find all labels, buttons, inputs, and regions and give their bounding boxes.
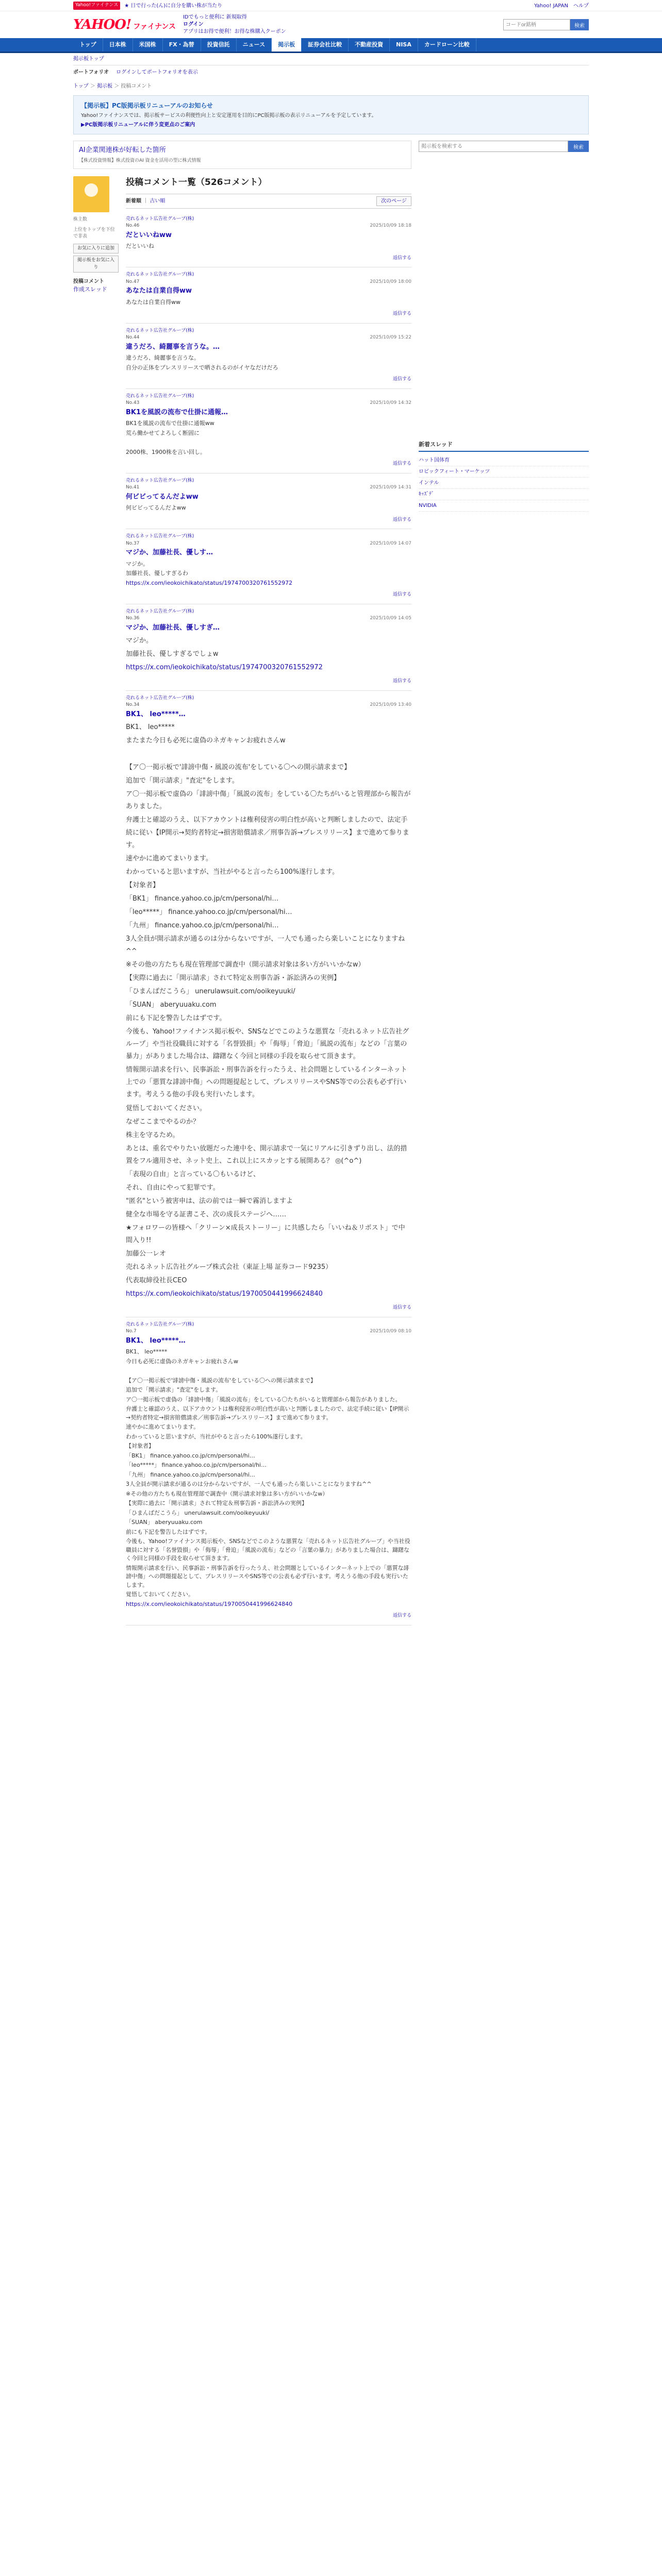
- reply-link[interactable]: 返信する: [392, 592, 411, 597]
- post-head: [126, 279, 411, 286]
- post-footer: [126, 591, 411, 599]
- post-date: 2025/10/09 14:05: [370, 616, 411, 621]
- sort-oldest[interactable]: 古い順: [150, 198, 166, 204]
- header-search-area: [503, 19, 589, 30]
- post-footer: [126, 1304, 411, 1312]
- post-body: [126, 504, 411, 513]
- post-item: [126, 212, 411, 268]
- add-favorite-button[interactable]: お気に入りに追加: [73, 244, 119, 254]
- post-line: [126, 748, 411, 760]
- portfolio-login-link[interactable]: ログインしてポートフォリオを表示: [116, 70, 198, 75]
- yahoo-japan-link[interactable]: Yahoo! JAPAN: [534, 3, 568, 9]
- post-date: 2025/10/09 08:10: [370, 1329, 411, 1334]
- post-stock-link[interactable]: 売れるネット広告社グループ(株): [126, 1321, 194, 1327]
- post-title[interactable]: BK1、 leo*****…: [126, 1336, 186, 1345]
- post-line: 覚悟しておいてください。: [126, 1104, 207, 1112]
- post-item: [126, 604, 411, 691]
- new-thread-item[interactable]: ハット国体育: [419, 455, 589, 466]
- post-line: 弁護士と確認のうえ、以下アカウントは権利侵害の明白性が高いと判断しましたので、法定手続に従い【IP開示→契約者特定→損害賠償請求／刑事告訴→プレスリリース】まで進めて参ります。: [126, 816, 409, 849]
- post-line: それ、自由にやって犯罪です。: [126, 1183, 220, 1192]
- new-threads: [419, 440, 589, 512]
- post-item: [126, 691, 411, 1317]
- post-line: 情報開示請求を行い、民事訴訟・刑事告訴を行ったうえ、社会問題としているインターネット上での「悪質な誹謗中傷」への問題提起として、プレスリリースやSNS等での公表も必ず行います。考えうる他の手段も実行いたします。: [126, 1564, 409, 1588]
- board: [73, 176, 411, 1625]
- nav-item-9[interactable]: NISA: [390, 38, 418, 52]
- post-line: ア〇一掲示板で虚偽の「誹謗中傷」「風説の流布」をしている〇たちがいると管理部から報告がありました。: [126, 790, 411, 811]
- post-list: [126, 212, 411, 1625]
- post-item: [126, 473, 411, 530]
- nav-item-10[interactable]: カードローン比較: [418, 38, 476, 52]
- post-head: [126, 223, 411, 230]
- post-line: 何ビビってるんだよww: [126, 504, 186, 511]
- post-line: 加藤社長、優しすぎるでしょw: [126, 650, 219, 658]
- post-stock-link[interactable]: 売れるネット広告社グループ(株): [126, 272, 194, 277]
- post-line: 今日も必死に虚偽のネガキャンお疲れさんw: [126, 1358, 238, 1365]
- post-stock-link[interactable]: 売れるネット広告社グループ(株): [126, 608, 194, 614]
- post-line: 「SUAN」 aberyuuaku.com: [126, 1519, 203, 1526]
- post-line: 【ア〇一掲示板で'誹謗中傷・風説の流布'をしている〇への開示請求まで】: [126, 764, 351, 772]
- post-line: [126, 438, 411, 447]
- post-footer: [126, 255, 411, 262]
- breadcrumb: トップ ＞ 掲示板 ＞ 投稿コメント: [73, 83, 152, 89]
- post-item: [126, 267, 411, 324]
- post-body: [126, 354, 411, 372]
- post-body: [126, 635, 411, 674]
- post-title[interactable]: 違うだろ、綺麗事を言うな。…: [126, 343, 220, 351]
- post-number: No.41: [126, 485, 140, 490]
- stock-search-input[interactable]: [503, 19, 570, 30]
- login-area: [183, 14, 286, 36]
- post-footer: [126, 678, 411, 685]
- side-search: [419, 141, 589, 152]
- posted-comments-label: 投稿コメント: [73, 279, 104, 284]
- post-line: 今後も、Yahoo!ファイナンス掲示板や、SNSなどでこのような悪質な「売れるネット広告社グループ」や当社役職員に対する「名誉毀損」や「侮辱」「脅迫」「風説の流布」などの「言葉の暴力」がありました場合は、躊躇なく今回と同様の手段を取らせて頂きます。: [126, 1028, 409, 1061]
- main-column: [73, 141, 411, 1625]
- post-number: No.43: [126, 400, 140, 405]
- post-line: ★フォロワーの皆様へ「クリーン×成長ストーリー」に共感したら「いいね＆リポスト」で中間入り!!: [126, 1224, 405, 1244]
- post-date: 2025/10/09 14:31: [370, 485, 411, 490]
- post-item: [126, 1317, 411, 1625]
- new-thread-item[interactable]: ｷｯｽﾞﾃﾞ: [419, 489, 589, 500]
- post-line: ア〇一掲示板で虚偽の「誹謗中傷」「風説の流布」をしている〇たちがいると管理部から報告がありました。: [126, 1396, 401, 1403]
- post-line: 違うだろ、綺麗事を言うな。: [126, 354, 200, 361]
- renewal-notice: [73, 95, 589, 134]
- reply-link[interactable]: 返信する: [392, 1613, 411, 1619]
- post-number: No.47: [126, 279, 140, 284]
- post-line: 【対象者】: [126, 1443, 154, 1450]
- header-search: [503, 19, 589, 30]
- post-title[interactable]: だといいねww: [126, 231, 172, 239]
- nav-item-4[interactable]: 投資信託: [201, 38, 237, 52]
- post-line: 荒ら働かせてよろしく断固に: [126, 429, 200, 436]
- post-line: BK1、 leo*****: [126, 1348, 168, 1355]
- notice-title: 【掲示板】PC版掲示板リニューアルのお知らせ: [81, 102, 213, 109]
- nav-item-6[interactable]: 掲示板: [272, 38, 302, 52]
- stock-image: [73, 176, 109, 212]
- post-date: 2025/10/09 13:40: [370, 702, 411, 708]
- post-line: ※その他の方たちも現在管理部で調査中（開示請求対象は多い方がいいかなw）: [126, 960, 365, 969]
- new-threads-title: 新着スレッド: [419, 440, 589, 452]
- post-date: 2025/10/09 14:07: [370, 540, 411, 546]
- post-line: 健全な市場を守る証書こそ、次の成長ステージへ……: [126, 1210, 287, 1218]
- post-line: 前にも下記を警告したはずです。: [126, 1528, 211, 1535]
- post-url-link[interactable]: https://x.com/ieokoichikato/status/1974700320761552972: [126, 664, 323, 672]
- post-line: 今後も、Yahoo!ファイナンス掲示板や、SNSなどでこのような悪質な「売れるネット広告社グループ」や当社役職員に対する「名誉毀損」や「侮辱」「脅迫」「風説の流布」などの「言葉の暴力」がありました場合は、躊躇なく今回と同様の手段を取らせて頂きます。: [126, 1538, 410, 1562]
- post-line: 速やかに進めてまいります。: [126, 854, 212, 862]
- sort-newest[interactable]: 新着順: [126, 198, 141, 204]
- post-line: 「leo*****」 finance.yahoo.co.jp/cm/personal/hi…: [126, 908, 292, 916]
- post-title[interactable]: BK1を風説の流布で仕掛に通報…: [126, 408, 228, 416]
- post-line: 「九州」 finance.yahoo.co.jp/cm/personal/hi…: [126, 1471, 255, 1478]
- post-head: [126, 484, 411, 492]
- post-line: 自分の正体をプレスリリースで晒されるのがイヤなだけだろ: [126, 364, 278, 371]
- post-line: 2000株、1900株を言い回し。: [126, 448, 206, 455]
- post-line: 追加で「開示請求」"査定"をします。: [126, 777, 239, 785]
- post-line: 弁護士と確認のうえ、以下アカウントは権利侵害の明白性が高いと判断しましたので、法定手続に従い【IP開示→契約者特定→損害賠償請求／刑事告訴→プレスリリース】まで進めて参ります。: [126, 1405, 409, 1421]
- post-stock-link[interactable]: 売れるネット広告社グループ(株): [126, 328, 194, 333]
- post-stock-link[interactable]: 売れるネット広告社グループ(株): [126, 534, 194, 539]
- post-line: 代表取締役社長CEO: [126, 1277, 187, 1285]
- ad-box[interactable]: [73, 141, 411, 169]
- post-line: 速やかに進めてまいります。: [126, 1423, 200, 1431]
- post-body: [126, 721, 411, 1300]
- post-line: 「BK1」 finance.yahoo.co.jp/cm/personal/hi…: [126, 894, 279, 903]
- new-thread-item[interactable]: NVIDIA: [419, 500, 589, 512]
- board-search-button[interactable]: 検索: [568, 141, 589, 152]
- post-date: 2025/10/09 18:00: [370, 279, 411, 284]
- id-register-link[interactable]: IDでもっと便利に 新規取得: [183, 14, 247, 20]
- post-head: [126, 615, 411, 622]
- post-line: あとは、重名でやりたい放題だった連中を、開示請求で一気にリアルに引きずり出し、法的措置をフル適用させ、ネット史上、これ以上にスカッとする展開ある？ ◎(^o^): [126, 1144, 407, 1165]
- new-thread-item[interactable]: ロビックフィート・マーケッツ: [419, 466, 589, 478]
- post-line: わかっていると思いますが、当社がやると言ったら100%遂行します。: [126, 868, 339, 876]
- post-line: BK1、 leo*****: [126, 723, 175, 732]
- meta-1: 株主数: [73, 217, 88, 222]
- nav-item-0[interactable]: トップ: [73, 38, 103, 52]
- post-footer: [126, 311, 411, 318]
- post-line: マジか。: [126, 560, 148, 567]
- post-date: 2025/10/09 14:32: [370, 400, 411, 405]
- subbar: [0, 53, 662, 65]
- portfolio-title: ポートフォリオ: [73, 70, 109, 75]
- post-title[interactable]: 何ビビってるんだよww: [126, 493, 198, 501]
- board-search-input[interactable]: [419, 141, 568, 152]
- post-line: 「九州」 finance.yahoo.co.jp/cm/personal/hi…: [126, 921, 279, 929]
- top-strip: [0, 0, 662, 11]
- post-body: [126, 1348, 411, 1608]
- side-column: [419, 141, 589, 1625]
- post-number: No.36: [126, 616, 140, 621]
- pager-top: 新着順 ｜ 古い順 次のページ: [126, 194, 411, 209]
- created-threads-link[interactable]: 作成スレッド: [73, 286, 107, 293]
- help-link[interactable]: ヘルプ: [573, 3, 589, 9]
- post-line: 加藤公一レオ: [126, 1250, 167, 1258]
- post-stock-link[interactable]: 売れるネット広告社グループ(株): [126, 216, 194, 222]
- post-footer: [126, 376, 411, 383]
- post-head: [126, 1328, 411, 1335]
- post-line: 「ひまんばだこうら」 unerulawsuit.com/ooikeyuuki/: [126, 1509, 270, 1516]
- post-line: 覚悟しておいてください。: [126, 1591, 194, 1598]
- post-line: 加藤社長、優しすぎるわ: [126, 570, 188, 577]
- post-line: だといいね: [126, 243, 154, 249]
- post-url-link[interactable]: https://x.com/ieokoichikato/status/1970050441996624840: [126, 1290, 323, 1298]
- post-stock-link[interactable]: 売れるネット広告社グループ(株): [126, 695, 194, 701]
- board-left: [73, 176, 119, 1625]
- post-line: "匿名"という被害申は、法の前では一瞬で霧消しますよ: [126, 1197, 293, 1205]
- login-link[interactable]: ログイン: [183, 22, 204, 27]
- post-title[interactable]: マジか、加藤社長、優しす…: [126, 549, 213, 556]
- reply-link[interactable]: 返信する: [392, 1305, 411, 1311]
- post-line: 「SUAN」 aberyuuaku.com: [126, 1001, 217, 1009]
- post-line: 株主を守るため。: [126, 1131, 179, 1139]
- post-line: 前にも下記を警告したはずです。: [126, 1014, 226, 1023]
- notice-link[interactable]: ▶PC版掲示板リニューアルに伴う変更点のご案内: [81, 122, 195, 128]
- post-line: 【対象者】: [126, 881, 160, 889]
- post-body: [126, 298, 411, 307]
- post-date: 2025/10/09 15:22: [370, 335, 411, 340]
- reply-link[interactable]: 返信する: [392, 461, 411, 466]
- board-title: 投稿コメント一覧（526コメント）: [126, 177, 267, 188]
- post-line: BK1を風説の流布で仕掛に通報ww: [126, 420, 214, 427]
- app-coupon-link[interactable]: アプリはお得で便利！お得な株購入クーポン: [183, 29, 286, 35]
- post-stock-link[interactable]: 売れるネット広告社グループ(株): [126, 393, 194, 399]
- header: [0, 11, 662, 38]
- next-page-button[interactable]: 次のページ: [376, 196, 411, 206]
- nav-item-2[interactable]: 米国株: [133, 38, 163, 52]
- post-title[interactable]: あなたは自業自得ww: [126, 287, 192, 295]
- ad-title[interactable]: AI企業関連株が好転した箇所: [79, 146, 166, 154]
- breadcrumb-current: 投稿コメント: [121, 83, 152, 89]
- post-head: [126, 540, 411, 548]
- post-head: [126, 400, 411, 407]
- post-item: [126, 389, 411, 473]
- post-item: [126, 529, 411, 604]
- portfolio-bar: [0, 65, 662, 79]
- post-number: No.37: [126, 540, 140, 546]
- nav-item-5[interactable]: ニュース: [237, 38, 272, 52]
- post-line: 追加で「開示請求」"査定"をします。: [126, 1386, 222, 1394]
- logo-sub: ファイナンス: [133, 22, 176, 31]
- post-stock-link[interactable]: 売れるネット広告社グループ(株): [126, 478, 194, 483]
- notice-body: Yahoo!ファイナンスでは、掲示板サービスの利便性向上と安定運用を目的にPC版掲示板の表示リニューアルを予定しています。: [81, 113, 377, 118]
- post-date: 2025/10/09 18:18: [370, 223, 411, 228]
- post-line: またまた今日も必死に虚偽のネガキャンお疲れさんw: [126, 737, 286, 745]
- new-thread-item[interactable]: インテル: [419, 478, 589, 489]
- post-line: なぜここまでやるのか？: [126, 1117, 200, 1126]
- reply-link[interactable]: 返信する: [392, 679, 411, 684]
- post-line: 「ひまんばだこうら」 unerulawsuit.com/ooikeyuuki/: [126, 988, 295, 996]
- post-body: [126, 419, 411, 456]
- post-title[interactable]: BK1、 leo*****…: [126, 710, 186, 718]
- post-title[interactable]: マジか、加藤社長、優しすぎ…: [126, 623, 220, 632]
- favorite-board-button[interactable]: 掲示板をお気に入り: [73, 256, 119, 273]
- nav-item-1[interactable]: 日本株: [103, 38, 133, 52]
- post-line: 3人全員が開示請求が通るのは分からないですが、一人でも通ったら楽しいことになりますね^^: [126, 1481, 372, 1488]
- post-number: No.46: [126, 223, 140, 228]
- post-item: [126, 324, 411, 389]
- post-body: [126, 242, 411, 251]
- logo-wordmark: YAHOO!: [73, 16, 131, 32]
- promo-link[interactable]: ★ 日で行った(ん)に自分を購い株が当たり: [124, 3, 223, 9]
- post-number: No.7: [126, 1329, 137, 1334]
- stock-search-button[interactable]: 検索: [570, 19, 589, 30]
- post-line: ※その他の方たちも現在管理部で調査中（開示請求対象は多い方がいいかなw）: [126, 1490, 328, 1497]
- reply-link[interactable]: 返信する: [392, 311, 411, 316]
- post-number: No.34: [126, 702, 140, 708]
- post-head: [126, 334, 411, 342]
- yahoo-finance-logo[interactable]: [73, 15, 176, 35]
- nav-item-3[interactable]: FX・為替: [163, 38, 201, 52]
- board-main: [126, 176, 411, 1625]
- post-line: 「表現の自由」と言っている〇もいるけど、: [126, 1170, 260, 1178]
- meta-2: 上位をトップを下位で非表: [73, 227, 115, 239]
- reply-link[interactable]: 返信する: [392, 377, 411, 382]
- post-url-link[interactable]: https://x.com/ieokoichikato/status/1970050441996624840: [126, 1600, 293, 1607]
- reply-link[interactable]: 返信する: [392, 255, 411, 261]
- nav-item-8[interactable]: 不動産投資: [349, 38, 390, 52]
- ad-body: 【株式投資情報】株式投資のAI 資金を活用の型に株式情報: [79, 158, 201, 163]
- post-line: 【実際に過去に「開示請求」されて特定＆刑事告訴・訴訟済みの実例】: [126, 1500, 307, 1507]
- post-head: [126, 702, 411, 709]
- finance-badge[interactable]: Yahoo!ファイナンス: [73, 2, 120, 10]
- post-body: [126, 560, 411, 588]
- reply-link[interactable]: 返信する: [392, 517, 411, 522]
- global-nav: [0, 38, 662, 53]
- nav-item-7[interactable]: 証券会社比較: [302, 38, 349, 52]
- post-footer: [126, 517, 411, 524]
- breadcrumb-top[interactable]: トップ: [73, 83, 89, 89]
- new-threads-list: [419, 455, 589, 512]
- post-line: わかっていると思いますが、当社がやると言ったら100%遂行します。: [126, 1433, 306, 1440]
- breadcrumb-board[interactable]: 掲示板: [97, 83, 113, 89]
- post-line: 【実際に過去に「開示請求」されて特定＆刑事告訴・訴訟済みの実例】: [126, 974, 341, 982]
- post-line: 「BK1」 finance.yahoo.co.jp/cm/personal/hi…: [126, 1452, 255, 1459]
- post-line: 「leo*****」 finance.yahoo.co.jp/cm/personal/hi…: [126, 1462, 267, 1469]
- board-top-link[interactable]: 掲示板トップ: [73, 56, 104, 62]
- top-links: [534, 2, 589, 10]
- post-line: 売れるネット広告社グループ株式会社（東証上場 証券コード9235）: [126, 1263, 333, 1272]
- post-line: マジか。: [126, 637, 153, 645]
- post-line: 情報開示請求を行い、民事訴訟・刑事告訴を行ったうえ、社会問題としているインターネット上での「悪質な誹謗中傷」への問題提起として、プレスリリースやSNS等での公表も必ず行います。考えうる他の手段も実行いたします。: [126, 1066, 407, 1099]
- post-line: 3人全員が開示請求が通るのは分からないですが、一人でも通ったら楽しいことになりますね^^: [126, 935, 405, 955]
- post-line: 【ア〇一掲示板で'誹謗中傷・風説の流布'をしている〇への開示請求まで】: [126, 1377, 317, 1384]
- post-line: [126, 1367, 411, 1376]
- post-footer: [126, 1613, 411, 1620]
- post-url-link[interactable]: https://x.com/ieokoichikato/status/1974700320761552972: [126, 579, 293, 586]
- post-line: あなたは自業自得ww: [126, 298, 180, 306]
- post-footer: [126, 461, 411, 468]
- post-number: No.44: [126, 335, 140, 340]
